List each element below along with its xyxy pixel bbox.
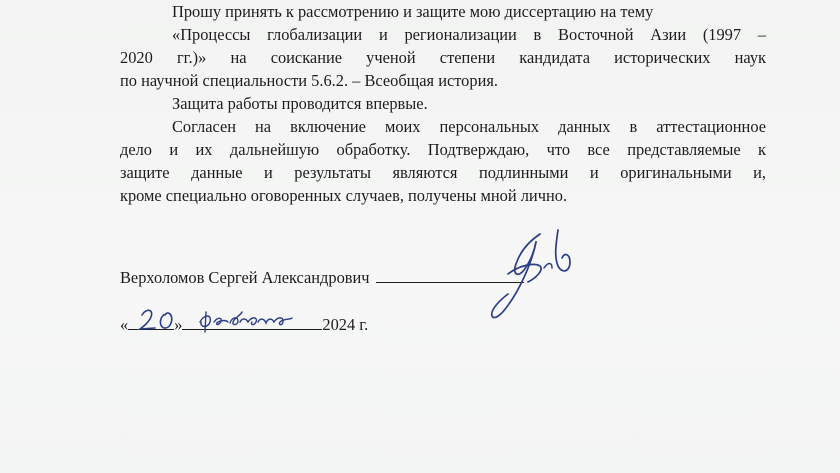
text-line-2: «Процессы глобализации и регионализации в Восточной Азии (1997 – <box>172 25 766 44</box>
text-line-5: Защита работы проводится впервые. <box>172 94 428 113</box>
date-year: 2024 г. <box>322 315 369 334</box>
text-line-1: Прошу принять к рассмотрению и защите мою диссертацию на тему <box>172 2 654 21</box>
signature-line <box>376 266 524 283</box>
text-line-4: по научной специальности 5.6.2. – Всеобщая история. <box>120 71 498 90</box>
text-line-8: защите данные и результаты являются подлинными и оригинальными и, <box>120 163 766 182</box>
text-line-7: дело и их дальнейшую обработку. Подтверждаю, что все представляемые к <box>120 140 766 159</box>
date-open-quote: « <box>120 315 129 334</box>
date-month-blank <box>182 313 322 330</box>
text-line-3: 2020 гг.)» на соискание ученой степени кандидата исторических наук <box>120 48 766 67</box>
date-close-quote: » <box>174 315 183 334</box>
text-line-9: кроме специально оговоренных случаев, получены мной лично. <box>120 186 568 205</box>
signer-name: Верхоломов Сергей Александрович <box>120 268 370 287</box>
signature-row <box>120 266 524 289</box>
text-line-6: Согласен на включение моих персональных данных в аттестационное <box>172 117 766 136</box>
date-day-blank <box>128 313 174 330</box>
date-row <box>120 313 368 336</box>
statement-text <box>120 0 766 207</box>
